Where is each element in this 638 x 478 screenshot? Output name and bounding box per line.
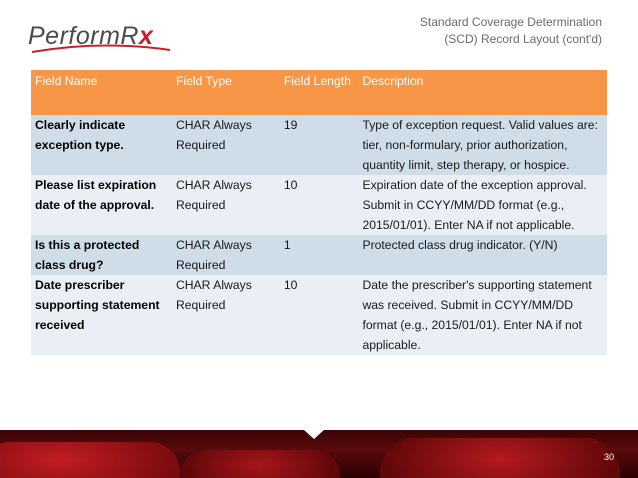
field-type-cell: CHAR Always Required [172,175,280,235]
field-name-cell: Clearly indicate exception type. [31,115,172,175]
slide-title-line1: Standard Coverage Determination [419,15,602,29]
logo-wordmark: PerformR [28,22,139,50]
pill-image [0,442,180,478]
performrx-logo [28,16,178,56]
field-name-cell: Please list expiration date of the approval. [31,175,172,235]
field-type-cell: CHAR Always Required [172,235,280,275]
description-cell: Date the prescriber's supporting statement was received. Submit in CCYY/MM/DD format (e.g., 2015/01/01). Enter NA if not applicable. [358,275,607,355]
slide-title-line2: (SCD) Record Layout (cont'd) [444,32,602,46]
logo-rx-accent: x [138,22,154,50]
field-length-cell: 19 [280,115,359,175]
field-type-cell: CHAR Always Required [172,275,280,355]
pill-image [380,438,620,478]
table-row [31,275,607,355]
column-header-description: Description [358,70,607,115]
footer-notch [304,430,324,439]
footer-pill-banner [0,430,638,478]
table-header-row [31,70,607,115]
description-cell: Expiration date of the exception approval. Submit in CCYY/MM/DD format (e.g., 2015/01/01). Enter NA if not applicable. [358,175,607,235]
field-length-cell: 10 [280,175,359,235]
description-cell: Type of exception request. Valid values are: tier, non-formulary, prior authorization, quantity limit, step therapy, or hospice. [358,115,607,175]
field-length-cell: 1 [280,235,359,275]
table-row [31,235,607,275]
column-header-field-name: Field Name [31,70,172,115]
record-layout-table [31,70,607,355]
logo-swoosh-icon [30,42,176,56]
table-row [31,175,607,235]
column-header-field-length: Field Length [280,70,359,115]
field-name-cell: Is this a protected class drug? [31,235,172,275]
page-number: 30 [603,452,614,462]
description-cell: Protected class drug indicator. (Y/N) [358,235,607,275]
pill-image [180,450,340,478]
column-header-field-type: Field Type [172,70,280,115]
field-type-cell: CHAR Always Required [172,115,280,175]
slide-title [342,14,602,48]
table-row [31,115,607,175]
field-length-cell: 10 [280,275,359,355]
field-name-cell: Date prescriber supporting statement received [31,275,172,355]
